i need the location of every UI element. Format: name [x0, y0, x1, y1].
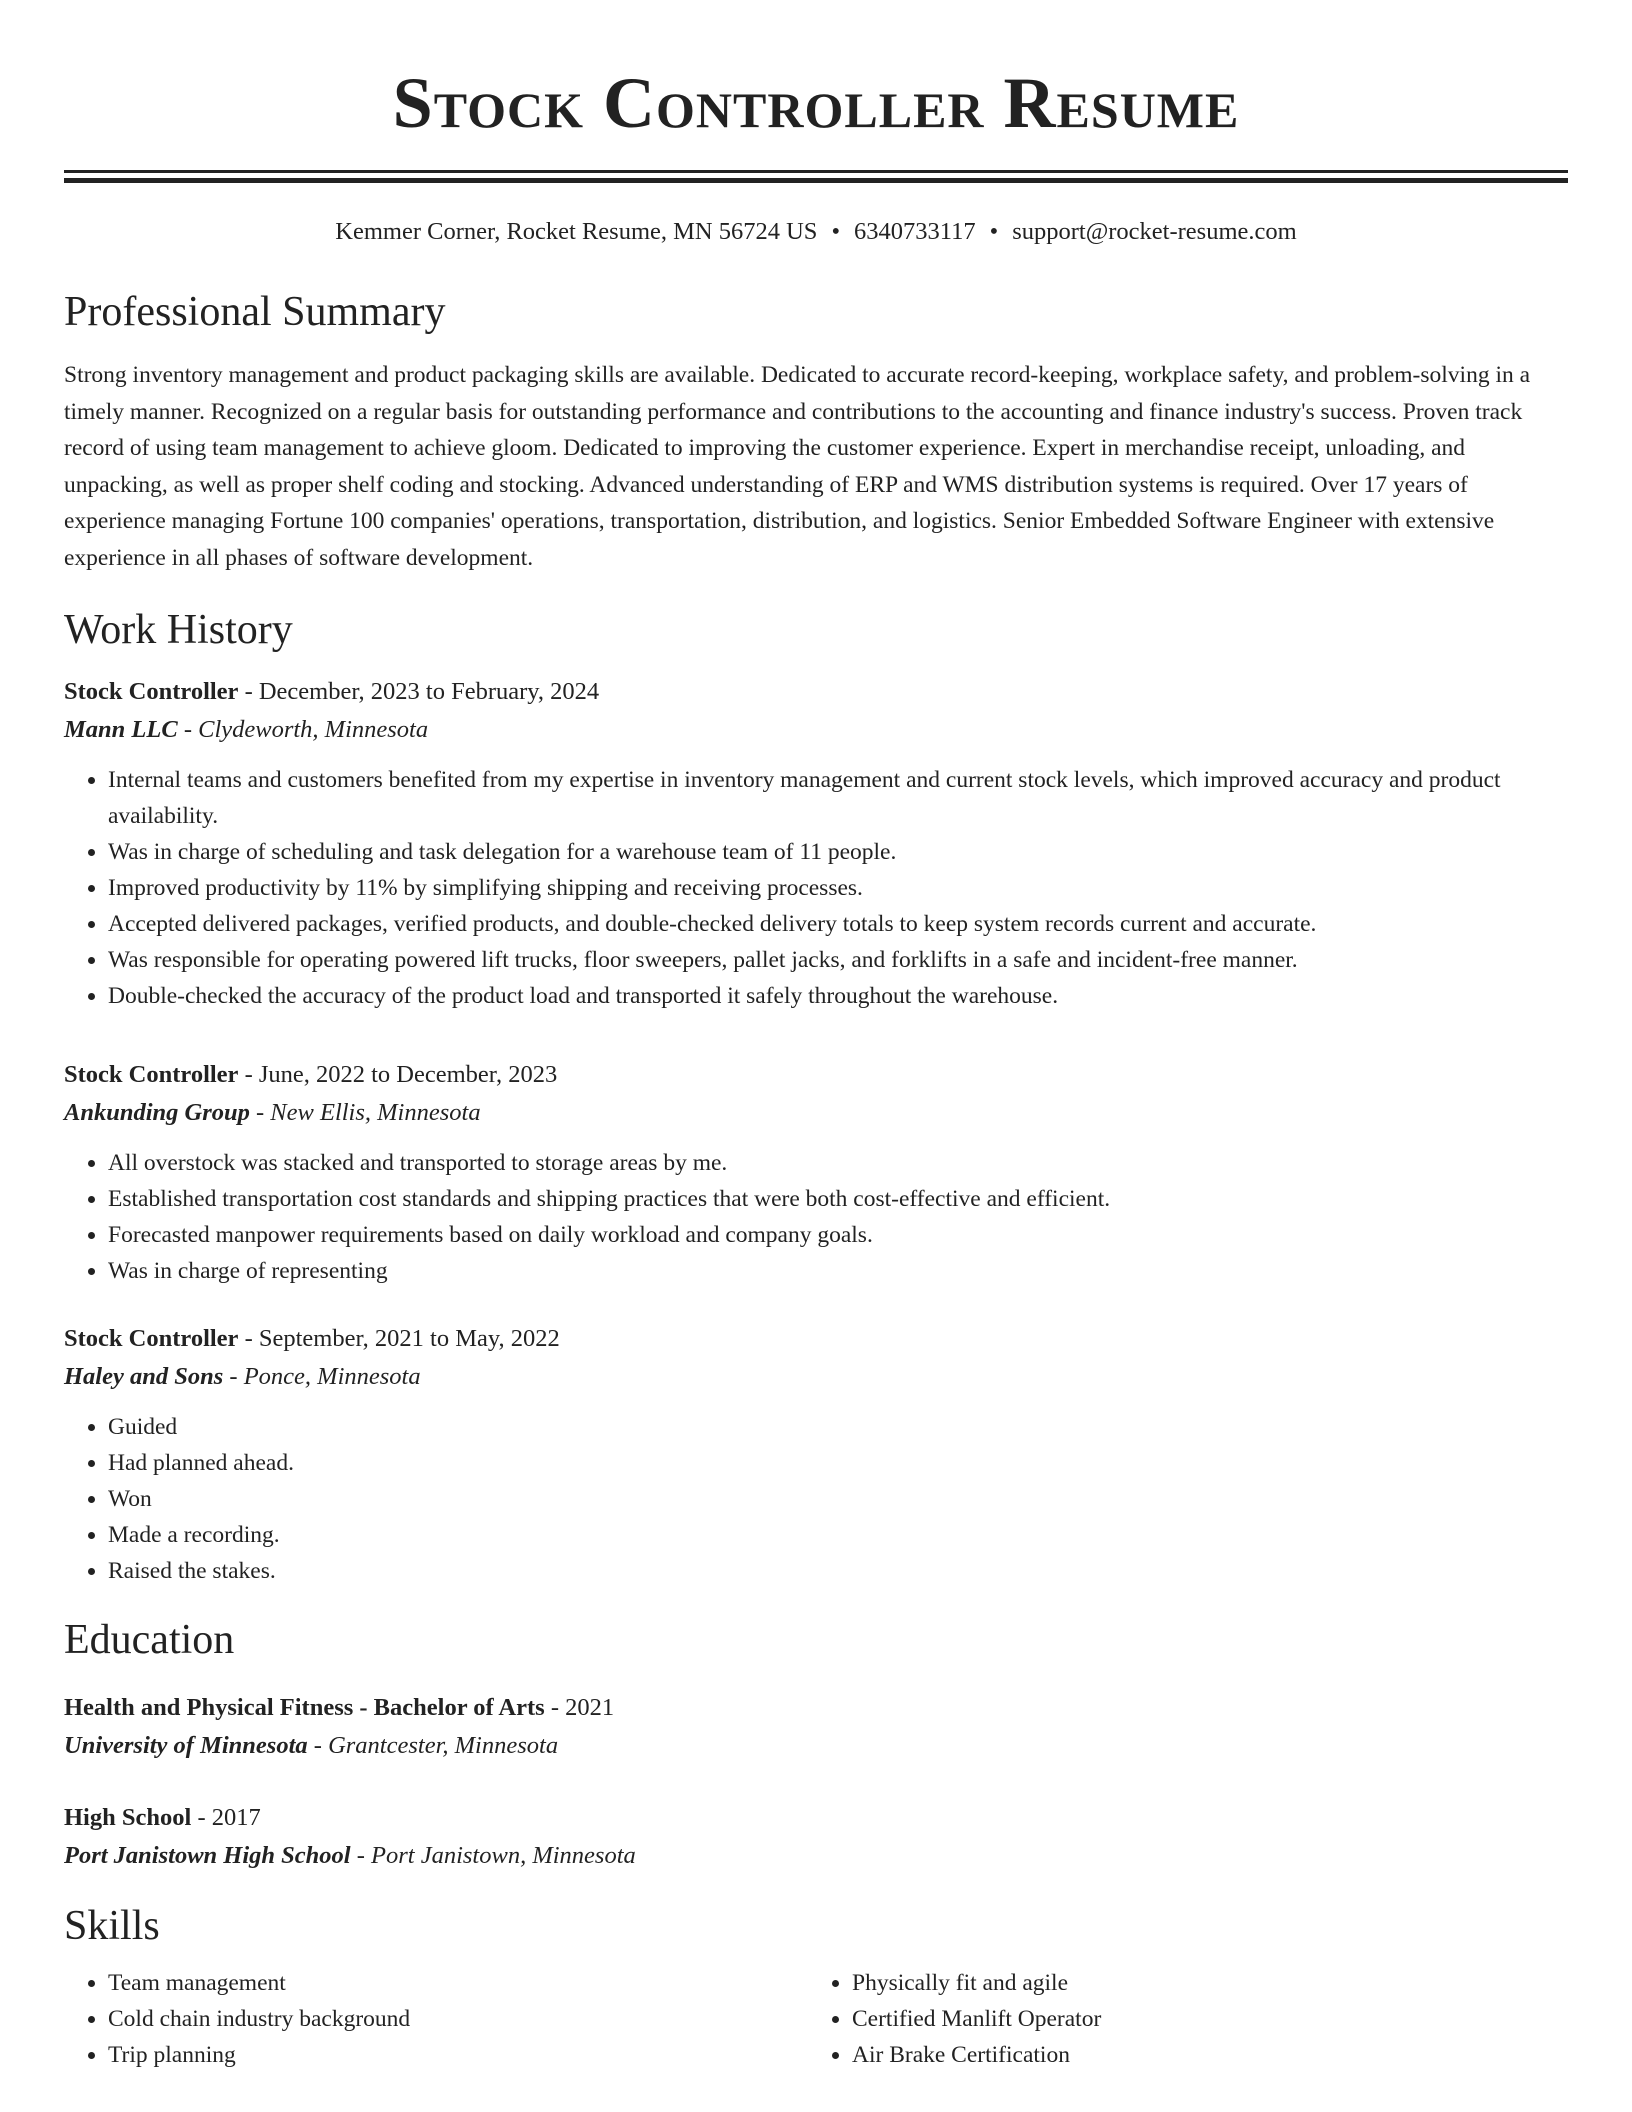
contact-separator: •	[831, 218, 841, 245]
education-entry	[64, 1799, 1568, 1875]
job-bullet: • Raised the stakes.	[108, 1553, 1568, 1589]
degree-name: High School	[64, 1803, 192, 1831]
contact-email: support@rocket-resume.com	[1012, 218, 1297, 245]
job-bullet: • Was in charge of representing	[108, 1253, 1568, 1289]
job-bullet: • Established transportation cost standards and shipping practices that were both cost-effective and efficient.	[108, 1181, 1568, 1217]
degree-year: - 2021	[544, 1693, 615, 1721]
school-line	[64, 1727, 1568, 1765]
skills-list	[64, 1965, 1568, 2073]
contact-line	[64, 217, 1568, 247]
job-bullet: • Had planned ahead.	[108, 1445, 1568, 1481]
job-bullet: • Internal teams and customers benefited from my expertise in inventory management and current stock levels, which improved accuracy and product availability.	[108, 762, 1568, 834]
school-name: Port Janistown High School	[64, 1841, 351, 1869]
job-entry	[64, 1056, 1568, 1289]
job-bullet: • All overstock was stacked and transported to storage areas by me.	[108, 1145, 1568, 1181]
skill-item: • Certified Manlift Operator	[852, 2001, 1552, 2037]
contact-separator: •	[989, 218, 999, 245]
skills-column-left	[64, 1965, 808, 2073]
job-bullets	[64, 1145, 1568, 1289]
school-name: University of Minnesota	[64, 1731, 308, 1759]
job-bullet: • Double-checked the accuracy of the product load and transported it safely throughout the warehouse.	[108, 978, 1568, 1014]
job-entry	[64, 1320, 1568, 1589]
job-title-line	[64, 1056, 1568, 1094]
job-bullet: • Guided	[108, 1409, 1568, 1445]
employer-line	[64, 1094, 1568, 1132]
skill-item: • Air Brake Certification	[852, 2037, 1552, 2073]
employer-line	[64, 1358, 1568, 1396]
job-bullet: • Was in charge of scheduling and task delegation for a warehouse team of 11 people.	[108, 834, 1568, 870]
employer-name: Haley and Sons	[64, 1362, 224, 1390]
school-location: - Port Janistown, Minnesota	[350, 1841, 636, 1869]
employer-name: Mann LLC	[64, 715, 178, 743]
job-title-line	[64, 1320, 1568, 1358]
contact-address: Kemmer Corner, Rocket Resume, MN 56724 US	[335, 218, 818, 245]
title-divider-thin	[64, 170, 1568, 173]
job-entry	[64, 673, 1568, 1014]
summary-heading: Professional Summary	[64, 289, 446, 335]
job-bullet: • Was responsible for operating powered lift trucks, floor sweepers, pallet jacks, and forklifts in a safe and incident-free manner.	[108, 942, 1568, 978]
degree-line	[64, 1689, 1568, 1727]
skill-item: • Physically fit and agile	[852, 1965, 1552, 2001]
skills-heading: Skills	[64, 1902, 160, 1949]
job-bullet: • Forecasted manpower requirements based on daily workload and company goals.	[108, 1217, 1568, 1253]
job-dates: - December, 2023 to February, 2024	[238, 677, 600, 705]
job-title-line	[64, 673, 1568, 711]
job-bullet: • Made a recording.	[108, 1517, 1568, 1553]
degree-name: Health and Physical Fitness - Bachelor of Arts	[64, 1693, 545, 1721]
job-title: Stock Controller	[64, 1060, 239, 1088]
skill-item: • Cold chain industry background	[108, 2001, 808, 2037]
job-bullet: • Won	[108, 1481, 1568, 1517]
education-entry	[64, 1689, 1568, 1765]
job-bullets	[64, 1409, 1568, 1589]
skills-column-right	[808, 1965, 1552, 2073]
employer-line	[64, 711, 1568, 749]
job-dates: - September, 2021 to May, 2022	[238, 1324, 560, 1352]
employer-location: - Ponce, Minnesota	[223, 1362, 421, 1390]
employer-location: - New Ellis, Minnesota	[249, 1098, 481, 1126]
job-bullets	[64, 762, 1568, 1014]
work-history-heading: Work History	[64, 606, 293, 653]
employer-name: Ankunding Group	[64, 1098, 250, 1126]
contact-phone: 6340733117	[854, 218, 976, 245]
degree-year: - 2017	[191, 1803, 261, 1831]
job-title: Stock Controller	[64, 677, 239, 705]
skill-item: • Trip planning	[108, 2037, 808, 2073]
job-bullet: • Accepted delivered packages, verified products, and double-checked delivery totals to keep system records current and accurate.	[108, 906, 1568, 942]
job-dates: - June, 2022 to December, 2023	[238, 1060, 558, 1088]
skill-item: • Team management	[108, 1965, 808, 2001]
school-line	[64, 1837, 1568, 1875]
summary-text: Strong inventory management and product packaging skills are available. Dedicated to accurate record-keeping, workplace safety, and problem-solving in a timely manner. Recognized on a regular basis for outstanding performance and contributions to the accounting and finance industry's success. Proven track record of using team management to achieve gloom. Dedicated to improving the customer experience. Expert in merchandise receipt, unloading, and unpacking, as well as proper shelf coding and stocking. Advanced understanding of ERP and WMS distribution systems is required. Over 17 years of experience managing Fortune 100 companies' operations, transportation, distribution, and logistics. Senior Embedded Software Engineer with extensive experience in all phases of software development.	[64, 362, 1531, 571]
job-bullet: • Improved productivity by 11% by simplifying shipping and receiving processes.	[108, 870, 1568, 906]
education-heading: Education	[64, 1616, 235, 1663]
degree-line	[64, 1799, 1568, 1837]
page-title: Stock Controller Resume	[392, 63, 1240, 143]
title-divider-thick	[64, 178, 1568, 183]
job-title: Stock Controller	[64, 1324, 239, 1352]
school-location: - Grantcester, Minnesota	[307, 1731, 559, 1759]
employer-location: - Clydeworth, Minnesota	[177, 715, 429, 743]
